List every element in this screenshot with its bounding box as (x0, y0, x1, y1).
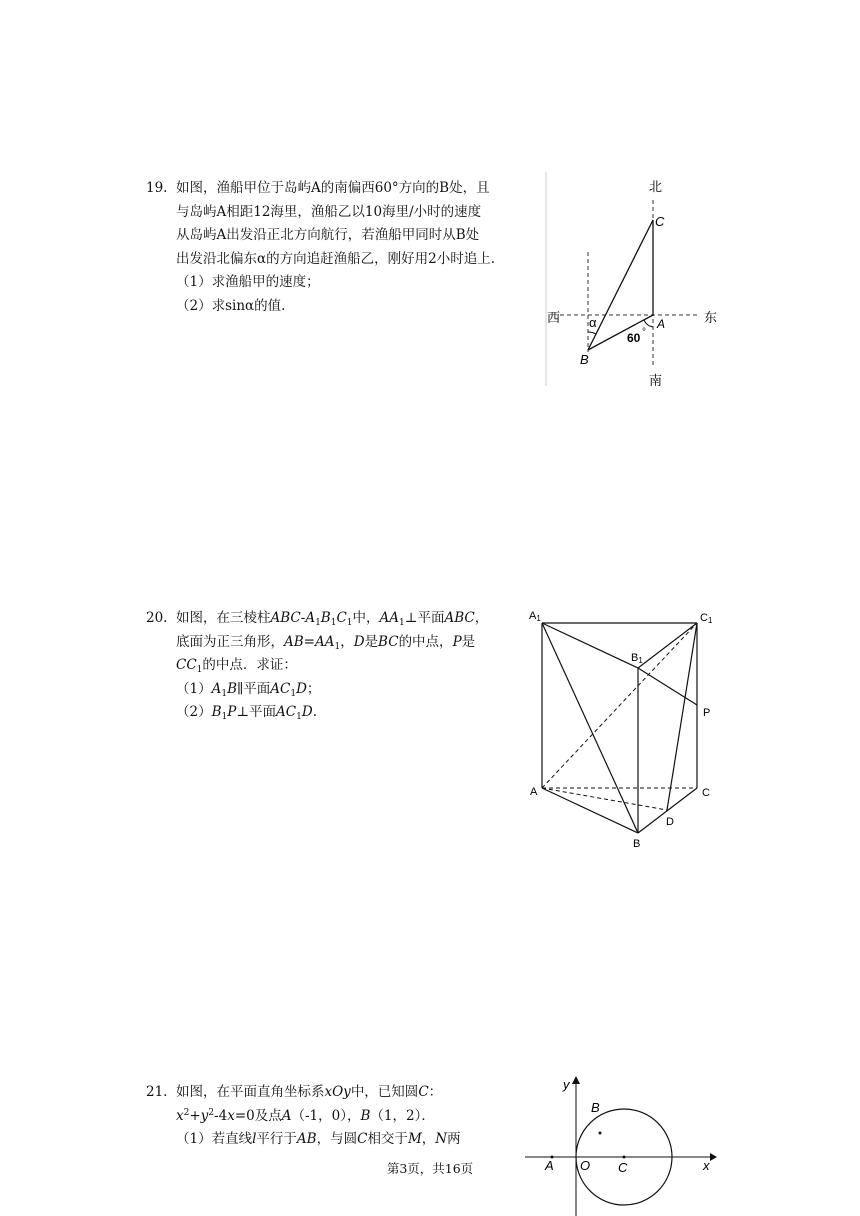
label-point-c: C (655, 214, 665, 229)
label-b: B (591, 1100, 600, 1115)
y-axis-arrow-icon (572, 1076, 580, 1084)
point-b (599, 1132, 602, 1135)
label-p: P (703, 707, 711, 719)
edge-a1b1 (542, 623, 638, 668)
label-b1: B1 (631, 652, 643, 665)
degree-symbol: ° (642, 327, 646, 338)
edge-ab (542, 788, 638, 833)
figure-20-prism-diagram (525, 605, 730, 855)
label-east: 东 (704, 310, 718, 325)
label-point-b: B (580, 352, 589, 367)
label-b: B (633, 838, 641, 850)
figure-19-bearing-diagram (540, 172, 730, 392)
problem-line: 如图，在平面直角坐标系xOy中，已知圆C： (176, 1084, 443, 1100)
label-y: y (563, 1077, 570, 1092)
label-60: 60 (627, 331, 641, 345)
segment-b1p (638, 668, 697, 705)
problem-line: 如图，在三棱柱ABC-$A_1B_1C_1$中，$AA_1\perp$平面ABC， (176, 610, 489, 628)
label-north: 北 (649, 179, 663, 194)
label-c: C (618, 1160, 628, 1175)
label-a: A (530, 786, 538, 798)
label-a: A (545, 1158, 554, 1173)
segment-c1d (667, 623, 697, 810)
label-alpha: α (589, 315, 597, 330)
label-c1: C1 (700, 612, 713, 625)
problem-text (176, 177, 495, 318)
label-d: D (666, 816, 674, 828)
problem-part: （1）求渔船甲的速度； (176, 274, 320, 290)
problem-line: 从岛屿A出发沿正北方向航行，若渔船甲同时从B处 (176, 227, 480, 243)
problem-text (176, 1081, 461, 1152)
problem-text (176, 607, 488, 725)
problem-part: $(2)B_1P\perp$平面$AC_1D$. (176, 704, 317, 722)
problem-line: $x^2+y^2-4x=0$及点A（-1，0），B（1，2）． (176, 1107, 435, 1124)
problem-part: （2）求sinα的值. (176, 297, 286, 314)
edge-b1c1 (638, 623, 697, 668)
angle-60-arc (644, 320, 653, 327)
problem-line: 底面为正三角形，$AB=AA_1$，D是BC的中点，P是 (176, 633, 476, 652)
problem-line: 如图，渔船甲位于岛屿A的南偏西60°方向的B处，且 (176, 180, 490, 196)
alpha-arc (588, 332, 596, 334)
segment-ac1-hidden (542, 623, 697, 788)
problem-line: 与岛屿A相距12海里，渔船乙以10海里/小时的速度 (176, 203, 482, 220)
problem-line: $CC_1$的中点．求证： (176, 657, 297, 675)
page-footer: 第3页，共16页 (386, 1161, 474, 1176)
label-south: 南 (649, 373, 663, 388)
label-west: 西 (547, 310, 561, 325)
problem-number: 21. (146, 1084, 168, 1100)
problem-part: $(1)A_1B\parallel$平面$AC_1D$； (176, 680, 321, 699)
problem-number: 19. (146, 180, 168, 196)
label-x: x (703, 1158, 710, 1173)
problem-part: （1）若直线l平行于AB，与圆C相交于M，N两 (176, 1131, 461, 1147)
problem-number: 20. (146, 610, 168, 626)
label-point-a: A (657, 317, 666, 331)
segment-ad-hidden (542, 788, 667, 810)
label-c: C (702, 787, 710, 799)
label-a1: A1 (529, 610, 541, 623)
figure-21-circle-diagram (525, 1072, 725, 1216)
problem-line: 出发沿北偏东α的方向追赶渔船乙，刚好用2小时追上. (176, 250, 495, 267)
label-o: O (580, 1158, 591, 1173)
segment-a1b (542, 623, 638, 833)
